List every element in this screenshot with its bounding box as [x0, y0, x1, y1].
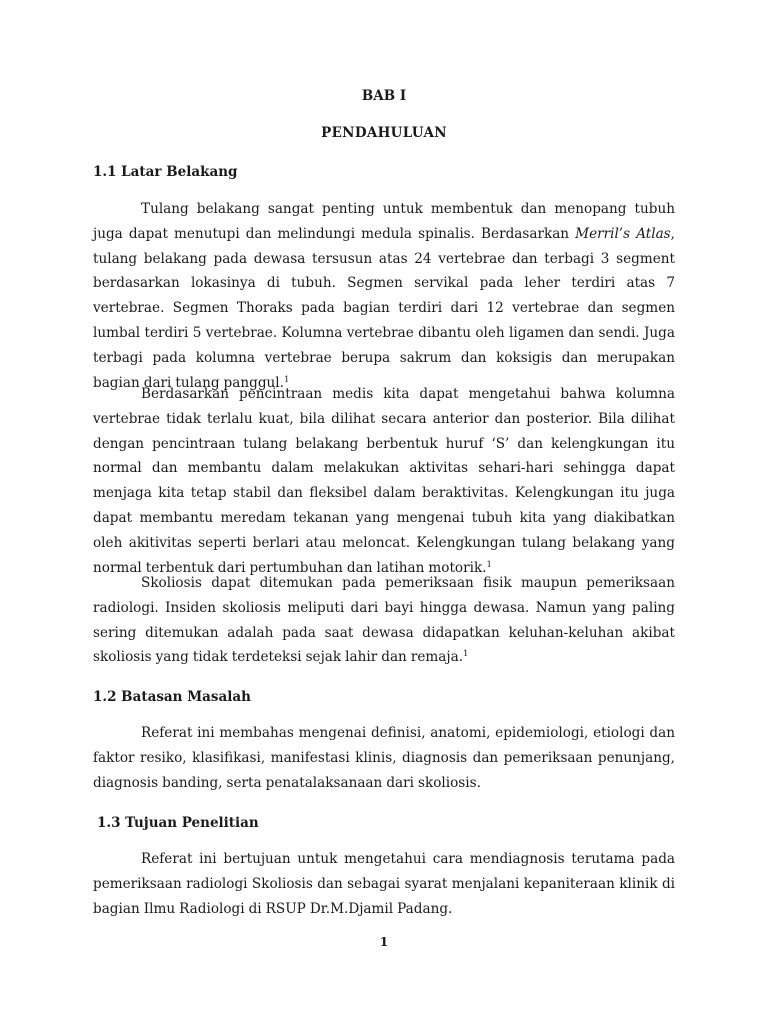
paragraph-text: Tulang belakang sangat penting untuk membentuk dan menopang tubuh juga dapat menutupi dan melindungi medula spinalis. Berdasarkan	[93, 201, 675, 242]
paragraph-tujuan-penelitian	[93, 847, 675, 921]
section-heading-latar-belakang: 1.1 Latar Belakang	[93, 164, 238, 180]
footnote-reference: 1	[463, 649, 469, 660]
paragraph-tulang-belakang	[93, 197, 675, 395]
paragraph-text: Referat ini bertujuan untuk mengetahui cara mendiagnosis terutama pada pemeriksaan radiologi Skoliosis dan sebagai syarat menjalani kepaniteraan klinik di bagian Ilmu Radiologi di RSUP Dr.M.Djamil Padang.	[93, 851, 675, 917]
paragraph-pencintraan	[93, 382, 675, 580]
page-number: 1	[379, 934, 389, 949]
chapter-title: PENDAHULUAN	[321, 125, 447, 141]
section-heading-batasan-masalah: 1.2 Batasan Masalah	[93, 689, 251, 705]
paragraph-skoliosis	[93, 571, 675, 670]
paragraph-text: Skoliosis dapat ditemukan pada pemeriksaan fisik maupun pemeriksaan radiologi. Insiden skoliosis meliputi dari bayi hingga dewasa. Namun yang paling sering ditemukan adalah pada saat dewasa didapatkan keluhan-keluhan akibat skoliosis yang tidak terdeteksi sejak lahir dan remaja.	[93, 575, 675, 666]
paragraph-text: Berdasarkan pencintraan medis kita dapat mengetahui bahwa kolumna vertebrae tidak terlalu kuat, bila dilihat secara anterior dan posterior. Bila dilihat dengan pencintraan tulang belakang berbentuk huruf ‘S’ dan kelengkungan itu normal dan membantu dalam melakukan aktivitas sehari-hari sehingga dapat menjaga kita tetap stabil dan fleksibel dalam beraktivitas. Kelengkungan itu juga dapat membantu meredam tekanan yang mengenai tubuh kita yang diakibatkan oleh akitivitas seperti berlari atau meloncat. Kelengkungan tulang belakang yang normal terbentuk dari pertumbuhan dan latihan motorik.	[93, 386, 675, 576]
paragraph-text: Referat ini membahas mengenai definisi, anatomi, epidemiologi, etiologi dan faktor resiko, klasifikasi, manifestasi klinis, diagnosis dan pemeriksaan penunjang, diagnosis banding, serta penatalaksanaan dari skoliosis.	[93, 725, 675, 791]
paragraph-batasan-masalah	[93, 721, 675, 795]
chapter-label: BAB I	[361, 88, 407, 104]
paragraph-text: , tulang belakang pada dewasa tersusun atas 24 vertebrae dan terbagi 3 segment berdasarkan lokasinya di tubuh. Segmen servikal pada leher terdiri atas 7 vertebrae. Segmen Thoraks pada bagian terdiri dari 12 vertebrae dan segmen lumbal terdiri 5 vertebrae. Kolumna vertebrae dibantu oleh ligamen dan sendi. Juga terbagi pada kolumna vertebrae berupa sakrum dan koksigis dan merupakan bagian dari tulang panggul.	[93, 225, 675, 391]
footnote-reference: 1	[283, 374, 290, 385]
section-heading-tujuan-penelitian: 1.3 Tujuan Penelitian	[97, 815, 259, 831]
footnote-reference: 1	[486, 559, 492, 570]
citation-title: Merril’s Atlas	[575, 225, 671, 242]
